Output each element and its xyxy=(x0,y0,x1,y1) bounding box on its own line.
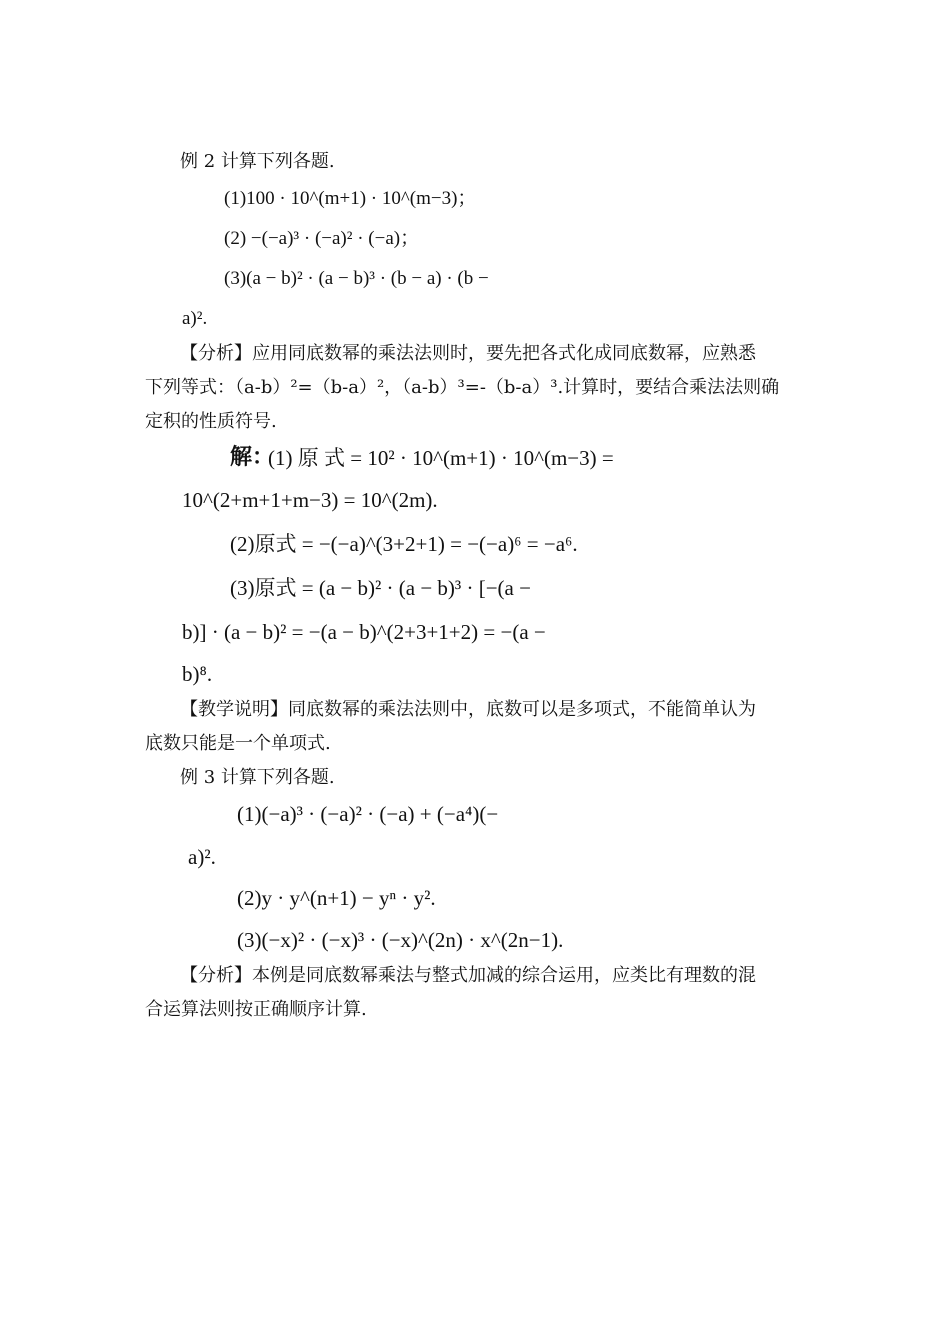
solution-3-line-1: (3)原式 = (a − b)² · (a − b)³ · [−(a − xyxy=(230,576,531,600)
analysis-1-line-2: 下列等式：（a-b）²=（b-a）²，（a-b）³=-（b-a）³.计算时，要结合乘法法则确 xyxy=(145,377,780,398)
example-2-question-2: (2) −(−a)³ · (−a)² · (−a)； xyxy=(224,228,420,249)
solution-1-line-1: (1) 原 式 = 10² · 10^(m+1) · 10^(m−3) = xyxy=(268,446,614,470)
example-2-title: 例 2 计算下列各题. xyxy=(180,151,335,172)
analysis-2-line-2: 合运算法则按正确顺序计算. xyxy=(145,999,367,1020)
teaching-note-line-2: 底数只能是一个单项式. xyxy=(145,733,331,754)
example-3-question-3: (3)(−x)² · (−x)³ · (−x)^(2n) · x^(2n−1). xyxy=(237,928,564,952)
solution-1-line-2: 10^(2+m+1+m−3) = 10^(2m). xyxy=(182,488,438,512)
example-2-question-1: (1)100 · 10^(m+1) · 10^(m−3)； xyxy=(224,188,477,209)
solution-3-line-2: b)] · (a − b)² = −(a − b)^(2+3+1+2) = −(a − xyxy=(182,620,546,644)
example-2-question-3: (3)(a − b)² · (a − b)³ · (b − a) · (b − xyxy=(224,268,489,289)
solution-2: (2)原式 = −(−a)^(3+2+1) = −(−a)⁶ = −a⁶. xyxy=(230,532,578,556)
teaching-note-line-1: 【教学说明】同底数幂的乘法法则中，底数可以是多项式，不能简单认为 xyxy=(180,699,756,720)
example-3-question-1: (1)(−a)³ · (−a)² · (−a) + (−a⁴)(− xyxy=(237,802,499,826)
solution-3-line-3: b)⁸. xyxy=(182,662,213,686)
analysis-1-line-3: 定积的性质符号. xyxy=(145,411,277,432)
example-3-title: 例 3 计算下列各题. xyxy=(180,767,335,788)
analysis-1-line-1: 【分析】应用同底数幂的乘法法则时，要先把各式化成同底数幂，应熟悉 xyxy=(180,343,756,364)
solution-label: 解： xyxy=(230,444,275,470)
example-3-question-1-cont: a)². xyxy=(188,845,216,869)
example-2-question-3-cont: a)². xyxy=(182,308,208,329)
analysis-2-line-1: 【分析】本例是同底数幂乘法与整式加减的综合运用，应类比有理数的混 xyxy=(180,965,756,986)
example-3-question-2: (2)y · y^(n+1) − yⁿ · y². xyxy=(237,886,436,910)
